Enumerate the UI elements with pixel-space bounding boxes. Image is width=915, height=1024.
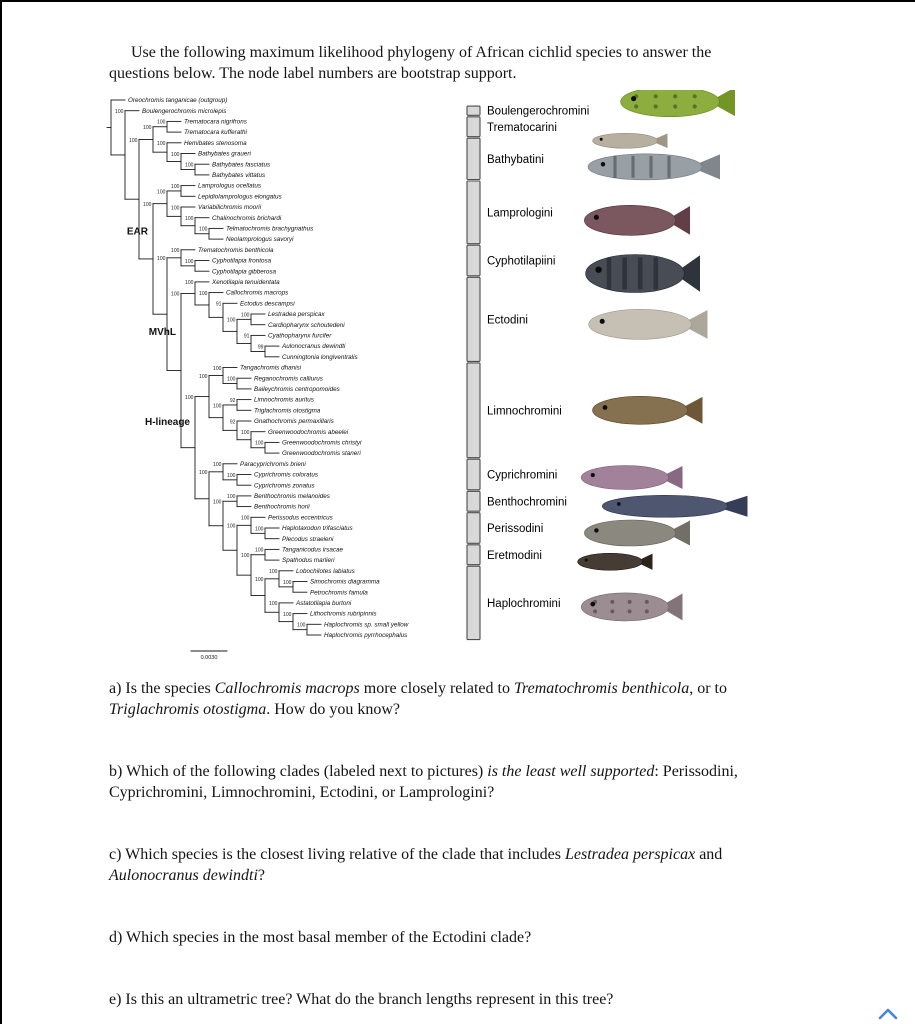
fish-photo-Trematocarini <box>593 133 668 148</box>
clade-bar-Benthochromini <box>467 491 480 511</box>
tribe-label-Benthochromini: Benthochromini <box>487 496 567 509</box>
bootstrap-value: 100 <box>241 515 250 522</box>
fish-photo-Boulengerochromini <box>621 90 735 117</box>
bootstrap-value: 100 <box>157 189 166 196</box>
species-label: Haplotaxodon trifasciatus <box>282 525 353 533</box>
clade-annotation-EAR: EAR <box>126 226 148 238</box>
species-label: Lithochromis rubripinnis <box>310 610 377 618</box>
species-label: Variabilichromis moorii <box>198 204 262 212</box>
fish-photo-Ectodini <box>589 309 708 339</box>
clade-bar-Bathybatini <box>467 138 480 179</box>
species-label: Oreochromis tanganicae (outgroup) <box>128 97 228 105</box>
bootstrap-value: 100 <box>297 622 306 629</box>
species-label: Telmatochromis brachygnathus <box>226 225 314 233</box>
fish-photo-Benthochromini <box>602 495 747 517</box>
bootstrap-value: 100 <box>283 611 292 618</box>
species-label: Lobochilotes labiatus <box>296 567 355 575</box>
bootstrap-value: 100 <box>213 403 222 410</box>
clade-bar-Ectodini <box>467 277 480 361</box>
species-label: Cunningtonia longiventralis <box>282 353 358 361</box>
species-label: Tangachromis dhanisi <box>240 364 302 372</box>
species-label: Trematocara nigrifrons <box>184 118 247 126</box>
species-label: Neolamprologus savoryi <box>226 236 294 244</box>
bootstrap-value: 91 <box>215 301 222 308</box>
species-label: Triglachromis otostigma <box>254 407 321 415</box>
bootstrap-value: 100 <box>143 125 152 132</box>
clade-bar-Lamprologini <box>467 181 480 244</box>
fish-photo-Lamprologini <box>584 205 690 235</box>
bootstrap-value: 100 <box>255 440 264 447</box>
chevron-up-icon[interactable] <box>877 1006 899 1022</box>
clade-bar-Cyprichromini <box>467 459 480 490</box>
species-label: Simochromis diagramma <box>310 578 380 586</box>
clade-bar-Perissodini <box>467 513 480 544</box>
species-label: Greenwoodochromis staneri <box>282 450 361 458</box>
tribe-fish <box>578 90 748 621</box>
species-label: Lestradea perspicax <box>268 311 325 319</box>
tribe-label-Haplochromini: Haplochromini <box>487 597 561 610</box>
question-a: a) Is the species Callochromis macrops more closely related to Trematochromis benthicola, or to Triglachromis otostigma. How do you know? <box>109 680 727 718</box>
bootstrap-value: 100 <box>227 494 236 501</box>
species-label: Greenwoodochromis abeelei <box>268 428 349 436</box>
bootstrap-value: 100 <box>143 201 152 208</box>
phylogeny-figure <box>105 90 905 675</box>
bootstrap-value: 100 <box>157 256 166 263</box>
species-label: Plecodus straeleni <box>282 535 334 543</box>
scale-bar-label: 0.0030 <box>200 655 218 661</box>
species-label: Baileychromis centropomoides <box>254 386 340 393</box>
species-label: Cyprichromis zonatus <box>254 482 315 490</box>
intro-paragraph: Use the following maximum likelihood phylogeny of African cichlid species to answer the questions below. The node label numbers are bootstrap support. <box>109 44 712 82</box>
species-label: Bathybates graueri <box>198 150 251 158</box>
question-b: b) Which of the following clades (labeled next to pictures) is the least well supported: Perissodini, Cyprichromini, Limnochromini, Ectodini, or Lamprologini? <box>109 763 738 801</box>
species-label: Cyathopharynx furcifer <box>268 332 332 340</box>
bootstrap-value: 100 <box>213 462 222 469</box>
bootstrap-value: 100 <box>115 109 124 115</box>
clade-bar-Limnochromini <box>467 363 480 458</box>
fish-photo-Limnochromini <box>593 396 703 424</box>
species-label: Perissodus eccentricus <box>268 514 333 522</box>
tribe-label-Boulengerochromini: Boulengerochromini <box>487 105 590 118</box>
species-label: Xenotilapia tenuidentata <box>212 279 280 286</box>
species-label: Benthochromis melanoides <box>254 493 330 500</box>
question-c: c) Which species is the closest living relative of the clade that includes Lestradea perspicax and Aulonocranus dewindti? <box>109 846 723 884</box>
species-label: Bathybates fasciatus <box>212 161 271 169</box>
species-label: Lamprologus ocellatus <box>198 182 262 190</box>
bootstrap-value: 100 <box>171 183 180 190</box>
species-label: Lepidiolamprologus elongatus <box>198 193 282 201</box>
fish-photo-Cyphotilapiini <box>586 255 700 293</box>
species-label: Paracyprichromis brieni <box>240 460 306 468</box>
questions-list <box>109 678 809 1024</box>
bootstrap-value: 100 <box>255 526 264 533</box>
bootstrap-value: 100 <box>241 430 250 436</box>
species-label: Spathodus marlieri <box>282 557 335 565</box>
species-label: Cyphotilapia gibberosa <box>212 268 277 276</box>
bootstrap-value: 100 <box>185 162 194 169</box>
bootstrap-value: 100 <box>157 141 166 148</box>
bootstrap-value: 100 <box>129 137 138 144</box>
bootstrap-value: 100 <box>171 205 180 212</box>
bootstrap-value: 100 <box>255 577 264 584</box>
chevron-up-shape <box>880 1010 896 1018</box>
clade-annotation-MVhL: MVhL <box>148 327 176 338</box>
bootstrap-value: 100 <box>199 226 208 233</box>
tribe-label-Eretmodini: Eretmodini <box>487 549 542 562</box>
bootstrap-value: 100 <box>227 523 236 530</box>
bootstrap-value: 100 <box>269 601 278 608</box>
species-label: Bathybates vittatus <box>212 172 266 179</box>
bootstrap-value: 100 <box>171 151 180 158</box>
bootstrap-value: 100 <box>157 119 166 126</box>
species-label: Limnochromis auritus <box>254 396 314 404</box>
bootstrap-value: 100 <box>227 317 236 324</box>
fish-photo-Cyprichromini <box>581 466 682 490</box>
bootstrap-value: 99 <box>257 344 264 351</box>
phylogeny-tree <box>107 97 409 639</box>
scale-bar <box>191 651 227 661</box>
clade-bar-Eretmodini <box>467 545 480 565</box>
species-label: Tanganicodus irsacae <box>282 546 344 554</box>
species-label: Petrochromis famula <box>310 589 368 597</box>
fish-photo-Eretmodini <box>578 553 653 570</box>
species-label: Trematocara kufferathi <box>184 129 247 137</box>
bootstrap-value: 92 <box>229 419 236 426</box>
bootstrap-value: 100 <box>199 290 208 297</box>
clade-annotation-H-lineage: H-lineage <box>144 417 190 429</box>
bootstrap-value: 100 <box>227 376 236 383</box>
bootstrap-value: 100 <box>199 373 208 380</box>
fish-photo-Haplochromini <box>581 593 682 621</box>
clade-bar-Haplochromini <box>467 566 480 639</box>
species-label: Benthochromis horii <box>254 503 310 511</box>
bootstrap-value: 100 <box>283 579 292 586</box>
tribe-label-Trematocarini: Trematocarini <box>487 121 557 134</box>
species-label: Ectodus descampsi <box>240 300 295 308</box>
tribe-label-Cyprichromini: Cyprichromini <box>487 469 558 482</box>
bootstrap-value: 100 <box>185 280 194 287</box>
species-label: Haplochromis sp. small yellow <box>324 621 409 629</box>
bootstrap-value: 100 <box>171 291 180 298</box>
species-label: Cardiopharynx schoutedeni <box>268 321 345 329</box>
species-label: Boulengerochromis microlepis <box>142 107 227 115</box>
species-label: Astatotilapia burtoni <box>296 600 352 607</box>
tribe-label-Bathybatini: Bathybatini <box>487 153 544 166</box>
bootstrap-value: 100 <box>199 470 208 477</box>
bootstrap-value: 100 <box>185 394 194 401</box>
tribe-label-Ectodini: Ectodini <box>487 314 528 327</box>
tribe-label-Perissodini: Perissodini <box>487 523 544 535</box>
bootstrap-value: 100 <box>185 258 194 265</box>
fish-photo-Perissodini <box>584 520 690 546</box>
species-label: Gnathochromis permaxillaris <box>254 418 334 426</box>
species-label: Hemibates stenosoma <box>184 139 247 147</box>
bootstrap-value: 91 <box>243 333 250 340</box>
tribe-bars <box>467 106 589 640</box>
tribe-label-Cyphotilapiini: Cyphotilapiini <box>487 255 556 268</box>
question-d: d) Which species in the most basal member of the Ectodini clade? <box>109 929 532 946</box>
question-e: e) Is this an ultrametric tree? What do the branch lengths represent in this tree? <box>109 991 614 1008</box>
bootstrap-value: 100 <box>213 365 222 372</box>
bootstrap-value: 100 <box>213 499 222 506</box>
bootstrap-value: 100 <box>171 248 180 255</box>
bootstrap-value: 100 <box>241 553 250 560</box>
tribe-label-Limnochromini: Limnochromini <box>487 405 562 418</box>
clade-bar-Boulengerochromini <box>467 106 480 115</box>
bootstrap-value: 100 <box>269 569 278 576</box>
clade-bar-Trematocarini <box>467 117 480 137</box>
clade-bar-Cyphotilapiini <box>467 245 480 276</box>
bootstrap-value: 92 <box>229 397 236 404</box>
species-label: Cyphotilapia frontosa <box>212 257 272 265</box>
bootstrap-value: 100 <box>255 547 264 554</box>
species-label: Aulonocranus dewindti <box>282 343 346 351</box>
fish-photo-Bathybatini <box>588 154 720 180</box>
bootstrap-value: 100 <box>227 472 236 479</box>
species-label: Greenwoodochromis christyi <box>282 439 362 447</box>
bootstrap-value: 100 <box>185 216 194 222</box>
species-label: Cyprichromis coloratus <box>254 471 319 479</box>
tribe-label-Lamprologini: Lamprologini <box>487 207 553 220</box>
species-label: Callochromis macrops <box>226 289 289 297</box>
species-label: Haplochromis pyrrhocephalus <box>324 632 408 640</box>
species-label: Chalinochromis brichardi <box>212 214 282 222</box>
species-label: Trematochromis benthicola <box>198 246 274 254</box>
species-label: Reganochromis calliurus <box>254 375 323 383</box>
bootstrap-value: 100 <box>241 312 250 319</box>
